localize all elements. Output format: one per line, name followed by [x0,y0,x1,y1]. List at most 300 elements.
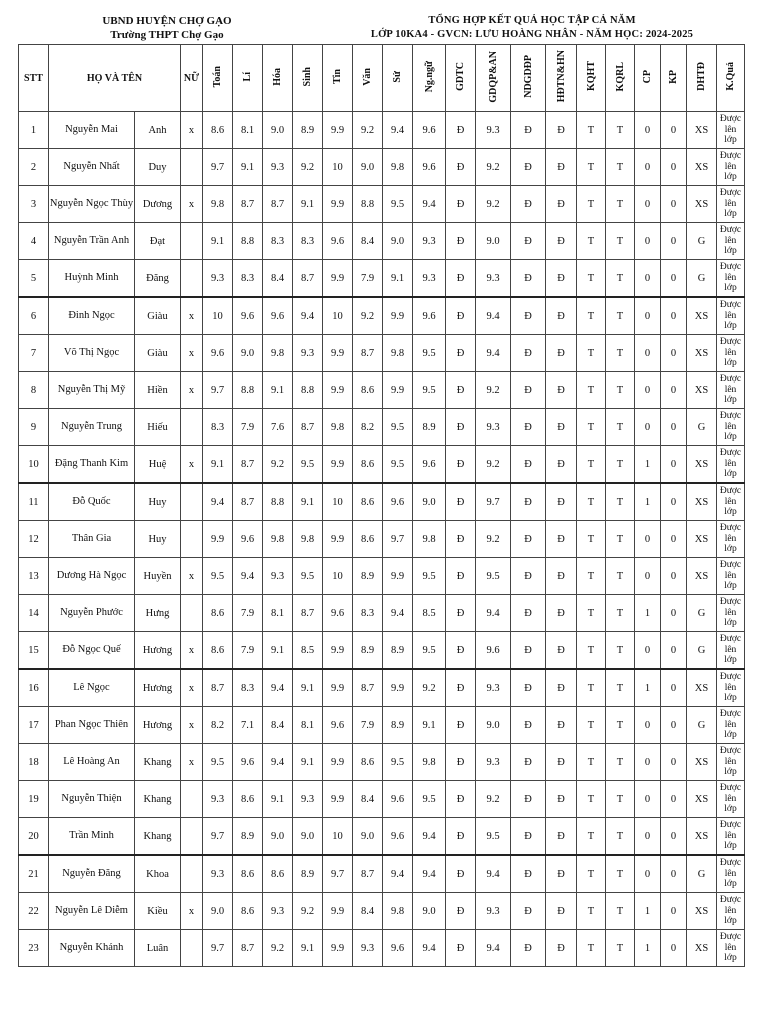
li-cell: 9.1 [233,149,263,186]
table-row [19,223,745,260]
su-cell: 9.6 [383,781,413,818]
table-row [19,818,745,856]
given-name-cell: Khang [135,781,181,818]
col-kp: KP [661,45,687,112]
gdtc-cell: Đ [446,855,476,893]
gdtc-cell: Đ [446,112,476,149]
gdtc-cell: Đ [446,558,476,595]
dhtd-cell: XS [687,781,717,818]
kqht-cell: T [577,483,606,521]
kp-cell: 0 [661,595,687,632]
family-name-cell: Lê Ngọc [49,669,135,707]
cp-cell: 0 [635,186,661,223]
dhtd-cell: XS [687,521,717,558]
van-cell: 8.4 [353,893,383,930]
ngngu-cell: 9.3 [413,223,446,260]
ngngu-cell: 8.5 [413,595,446,632]
header-row [19,45,745,112]
tin-cell: 10 [323,149,353,186]
kp-cell: 0 [661,893,687,930]
result-cell: Được lên lớp [717,521,745,558]
hdtn-cell: Đ [546,855,577,893]
hdtn-cell: Đ [546,372,577,409]
toan-cell: 9.8 [203,186,233,223]
su-cell: 9.5 [383,744,413,781]
kp-cell: 0 [661,186,687,223]
toan-cell: 9.5 [203,744,233,781]
gdtc-cell: Đ [446,632,476,670]
li-cell: 9.4 [233,558,263,595]
kqht-cell: T [577,149,606,186]
gdqp-cell: 9.3 [476,260,511,298]
hoa-cell: 9.0 [263,818,293,856]
col-su: Sử [383,45,413,112]
result-cell: Được lên lớp [717,446,745,484]
family-name-cell: Nguyễn Phước [49,595,135,632]
gdtc-cell: Đ [446,818,476,856]
van-cell: 8.2 [353,409,383,446]
given-name-cell: Huy [135,483,181,521]
dhtd-cell: G [687,595,717,632]
table-row [19,930,745,967]
stt-cell: 11 [19,483,49,521]
table-row [19,855,745,893]
gdqp-cell: 9.2 [476,781,511,818]
kqrl-cell: T [606,483,635,521]
kqht-cell: T [577,297,606,335]
female-cell [181,409,203,446]
ngngu-cell: 9.6 [413,297,446,335]
kp-cell: 0 [661,409,687,446]
van-cell: 8.4 [353,223,383,260]
hdtn-cell: Đ [546,260,577,298]
table-row [19,372,745,409]
family-name-cell: Nguyễn Nhất [49,149,135,186]
cp-cell: 1 [635,595,661,632]
gdtc-cell: Đ [446,930,476,967]
sinh-cell: 9.1 [293,483,323,521]
hdtn-cell: Đ [546,744,577,781]
gdqp-cell: 9.2 [476,186,511,223]
cp-cell: 0 [635,409,661,446]
table-row [19,297,745,335]
stt-cell: 6 [19,297,49,335]
su-cell: 9.7 [383,521,413,558]
stt-cell: 9 [19,409,49,446]
gdqp-cell: 9.4 [476,335,511,372]
su-cell: 9.9 [383,669,413,707]
hoa-cell: 8.8 [263,483,293,521]
gdtc-cell: Đ [446,223,476,260]
li-cell: 8.6 [233,893,263,930]
ngngu-cell: 9.5 [413,372,446,409]
given-name-cell: Đạt [135,223,181,260]
ngngu-cell: 9.6 [413,446,446,484]
tin-cell: 9.9 [323,260,353,298]
kqrl-cell: T [606,223,635,260]
sinh-cell: 8.9 [293,112,323,149]
hoa-cell: 9.3 [263,558,293,595]
ndgddp-cell: Đ [511,372,546,409]
kqht-cell: T [577,855,606,893]
tin-cell: 9.9 [323,781,353,818]
hoa-cell: 9.4 [263,744,293,781]
su-cell: 9.5 [383,409,413,446]
ndgddp-cell: Đ [511,297,546,335]
van-cell: 8.8 [353,186,383,223]
su-cell: 8.9 [383,632,413,670]
family-name-cell: Nguyễn Đăng [49,855,135,893]
toan-cell: 10 [203,297,233,335]
table-row [19,260,745,298]
female-cell [181,781,203,818]
result-cell: Được lên lớp [717,335,745,372]
col-ndgddp: NDGDĐP [511,45,546,112]
ndgddp-cell: Đ [511,335,546,372]
kqht-cell: T [577,335,606,372]
hdtn-cell: Đ [546,521,577,558]
family-name-cell: Đinh Ngọc [49,297,135,335]
dhtd-cell: G [687,223,717,260]
given-name-cell: Huệ [135,446,181,484]
toan-cell: 8.7 [203,669,233,707]
kqrl-cell: T [606,335,635,372]
hoa-cell: 8.3 [263,223,293,260]
family-name-cell: Dương Hà Ngọc [49,558,135,595]
kqht-cell: T [577,260,606,298]
stt-cell: 15 [19,632,49,670]
cp-cell: 1 [635,930,661,967]
toan-cell: 9.7 [203,818,233,856]
kqrl-cell: T [606,669,635,707]
kqrl-cell: T [606,818,635,856]
kqht-cell: T [577,112,606,149]
ndgddp-cell: Đ [511,409,546,446]
li-cell: 7.9 [233,409,263,446]
toan-cell: 8.6 [203,632,233,670]
result-cell: Được lên lớp [717,149,745,186]
table-row [19,186,745,223]
ndgddp-cell: Đ [511,818,546,856]
dhtd-cell: G [687,707,717,744]
sinh-cell: 8.7 [293,595,323,632]
li-cell: 9.0 [233,335,263,372]
stt-cell: 17 [19,707,49,744]
li-cell: 8.3 [233,260,263,298]
su-cell: 9.0 [383,223,413,260]
toan-cell: 9.4 [203,483,233,521]
cp-cell: 0 [635,855,661,893]
hdtn-cell: Đ [546,112,577,149]
ngngu-cell: 9.1 [413,707,446,744]
stt-cell: 1 [19,112,49,149]
kqht-cell: T [577,632,606,670]
hdtn-cell: Đ [546,446,577,484]
given-name-cell: Đăng [135,260,181,298]
hdtn-cell: Đ [546,149,577,186]
tin-cell: 9.9 [323,372,353,409]
toan-cell: 8.2 [203,707,233,744]
report-title: TỔNG HỢP KẾT QUẢ HỌC TẬP CẢ NĂM [428,15,636,26]
cp-cell: 0 [635,744,661,781]
cp-cell: 0 [635,372,661,409]
su-cell: 9.9 [383,372,413,409]
sinh-cell: 9.2 [293,893,323,930]
tin-cell: 9.9 [323,335,353,372]
toan-cell: 9.3 [203,855,233,893]
ngngu-cell: 9.0 [413,893,446,930]
table-row [19,744,745,781]
toan-cell: 9.1 [203,446,233,484]
sinh-cell: 8.1 [293,707,323,744]
gdtc-cell: Đ [446,446,476,484]
ngngu-cell: 9.5 [413,558,446,595]
ndgddp-cell: Đ [511,632,546,670]
given-name-cell: Duy [135,149,181,186]
gdtc-cell: Đ [446,893,476,930]
van-cell: 9.0 [353,818,383,856]
family-name-cell: Nguyễn Trần Anh [49,223,135,260]
gdqp-cell: 9.5 [476,558,511,595]
family-name-cell: Đỗ Ngọc Quế [49,632,135,670]
hoa-cell: 9.1 [263,372,293,409]
col-sinh: Sinh [293,45,323,112]
su-cell: 9.4 [383,112,413,149]
stt-cell: 10 [19,446,49,484]
result-cell: Được lên lớp [717,707,745,744]
kp-cell: 0 [661,818,687,856]
hoa-cell: 9.8 [263,521,293,558]
kqht-cell: T [577,669,606,707]
sinh-cell: 9.3 [293,335,323,372]
gdqp-cell: 9.3 [476,744,511,781]
tin-cell: 9.9 [323,669,353,707]
female-cell: x [181,632,203,670]
gdqp-cell: 9.0 [476,223,511,260]
kqht-cell: T [577,930,606,967]
toan-cell: 9.7 [203,372,233,409]
toan-cell: 8.6 [203,112,233,149]
li-cell: 8.8 [233,372,263,409]
toan-cell: 9.1 [203,223,233,260]
ndgddp-cell: Đ [511,930,546,967]
cp-cell: 0 [635,781,661,818]
dhtd-cell: XS [687,558,717,595]
van-cell: 9.3 [353,930,383,967]
ndgddp-cell: Đ [511,186,546,223]
hoa-cell: 9.3 [263,893,293,930]
gdtc-cell: Đ [446,297,476,335]
kqrl-cell: T [606,632,635,670]
li-cell: 7.1 [233,707,263,744]
tin-cell: 10 [323,558,353,595]
tin-cell: 9.9 [323,632,353,670]
sinh-cell: 8.7 [293,409,323,446]
van-cell: 9.2 [353,112,383,149]
stt-cell: 21 [19,855,49,893]
ndgddp-cell: Đ [511,855,546,893]
van-cell: 8.6 [353,521,383,558]
kqrl-cell: T [606,893,635,930]
cp-cell: 0 [635,818,661,856]
sinh-cell: 9.5 [293,446,323,484]
family-name-cell: Thân Gia [49,521,135,558]
given-name-cell: Kiều [135,893,181,930]
col-toan: Toán [203,45,233,112]
cp-cell: 0 [635,297,661,335]
hoa-cell: 8.6 [263,855,293,893]
sinh-cell: 8.3 [293,223,323,260]
su-cell: 9.8 [383,335,413,372]
result-cell: Được lên lớp [717,112,745,149]
li-cell: 8.7 [233,446,263,484]
female-cell: x [181,297,203,335]
kqrl-cell: T [606,409,635,446]
gdtc-cell: Đ [446,669,476,707]
van-cell: 8.6 [353,744,383,781]
result-cell: Được lên lớp [717,558,745,595]
family-name-cell: Nguyễn Mai [49,112,135,149]
ndgddp-cell: Đ [511,260,546,298]
cp-cell: 0 [635,632,661,670]
col-name: HỌ VÀ TÊN [49,45,181,112]
van-cell: 7.9 [353,260,383,298]
hdtn-cell: Đ [546,335,577,372]
family-name-cell: Nguyễn Lê Diễm [49,893,135,930]
kqrl-cell: T [606,297,635,335]
sinh-cell: 9.1 [293,930,323,967]
hoa-cell: 7.6 [263,409,293,446]
kqht-cell: T [577,781,606,818]
hdtn-cell: Đ [546,669,577,707]
dhtd-cell: XS [687,297,717,335]
table-row [19,558,745,595]
table-header [19,45,745,112]
gdqp-cell: 9.6 [476,632,511,670]
ngngu-cell: 9.5 [413,335,446,372]
tin-cell: 9.9 [323,186,353,223]
col-hdtn: HĐTN&HN [546,45,577,112]
kp-cell: 0 [661,297,687,335]
result-cell: Được lên lớp [717,893,745,930]
ngngu-cell: 8.9 [413,409,446,446]
kqht-cell: T [577,186,606,223]
family-name-cell: Trần Minh [49,818,135,856]
hdtn-cell: Đ [546,893,577,930]
stt-cell: 8 [19,372,49,409]
kqrl-cell: T [606,186,635,223]
stt-cell: 14 [19,595,49,632]
table-row [19,781,745,818]
dhtd-cell: XS [687,818,717,856]
van-cell: 8.6 [353,372,383,409]
su-cell: 9.6 [383,483,413,521]
cp-cell: 0 [635,558,661,595]
kqrl-cell: T [606,372,635,409]
ndgddp-cell: Đ [511,595,546,632]
col-cp: CP [635,45,661,112]
gdqp-cell: 9.3 [476,893,511,930]
sinh-cell: 9.3 [293,781,323,818]
stt-cell: 2 [19,149,49,186]
col-tin: Tin [323,45,353,112]
kp-cell: 0 [661,483,687,521]
gdtc-cell: Đ [446,707,476,744]
table-row [19,595,745,632]
su-cell: 9.9 [383,558,413,595]
su-cell: 8.9 [383,707,413,744]
van-cell: 9.0 [353,149,383,186]
kqrl-cell: T [606,781,635,818]
gdtc-cell: Đ [446,372,476,409]
gdqp-cell: 9.5 [476,818,511,856]
su-cell: 9.8 [383,893,413,930]
given-name-cell: Anh [135,112,181,149]
table-row [19,893,745,930]
ndgddp-cell: Đ [511,521,546,558]
kp-cell: 0 [661,669,687,707]
gdqp-cell: 9.3 [476,112,511,149]
ndgddp-cell: Đ [511,669,546,707]
table-row [19,112,745,149]
kqht-cell: T [577,372,606,409]
li-cell: 9.6 [233,521,263,558]
female-cell: x [181,669,203,707]
toan-cell: 9.6 [203,335,233,372]
kqht-cell: T [577,446,606,484]
result-cell: Được lên lớp [717,781,745,818]
tin-cell: 9.6 [323,223,353,260]
sinh-cell: 8.8 [293,372,323,409]
kp-cell: 0 [661,149,687,186]
col-gdqp: GDQP&AN [476,45,511,112]
hdtn-cell: Đ [546,818,577,856]
female-cell: x [181,893,203,930]
li-cell: 9.6 [233,744,263,781]
li-cell: 9.6 [233,297,263,335]
tin-cell: 9.9 [323,893,353,930]
van-cell: 8.4 [353,781,383,818]
female-cell: x [181,744,203,781]
stt-cell: 23 [19,930,49,967]
tin-cell: 10 [323,297,353,335]
tin-cell: 9.6 [323,707,353,744]
li-cell: 7.9 [233,632,263,670]
given-name-cell: Giàu [135,335,181,372]
col-female: NỮ [181,45,203,112]
sinh-cell: 8.9 [293,855,323,893]
col-ngngu: Ng.ngữ [413,45,446,112]
kp-cell: 0 [661,446,687,484]
stt-cell: 5 [19,260,49,298]
cp-cell: 0 [635,335,661,372]
li-cell: 8.6 [233,781,263,818]
dhtd-cell: G [687,632,717,670]
family-name-cell: Nguyễn Trung [49,409,135,446]
tin-cell: 9.9 [323,744,353,781]
toan-cell: 9.9 [203,521,233,558]
hoa-cell: 9.2 [263,930,293,967]
ngngu-cell: 9.2 [413,669,446,707]
table-row [19,409,745,446]
cp-cell: 0 [635,707,661,744]
kp-cell: 0 [661,521,687,558]
ngngu-cell: 9.5 [413,632,446,670]
col-stt: STT [19,45,49,112]
table-row [19,483,745,521]
given-name-cell: Khang [135,818,181,856]
female-cell: x [181,112,203,149]
